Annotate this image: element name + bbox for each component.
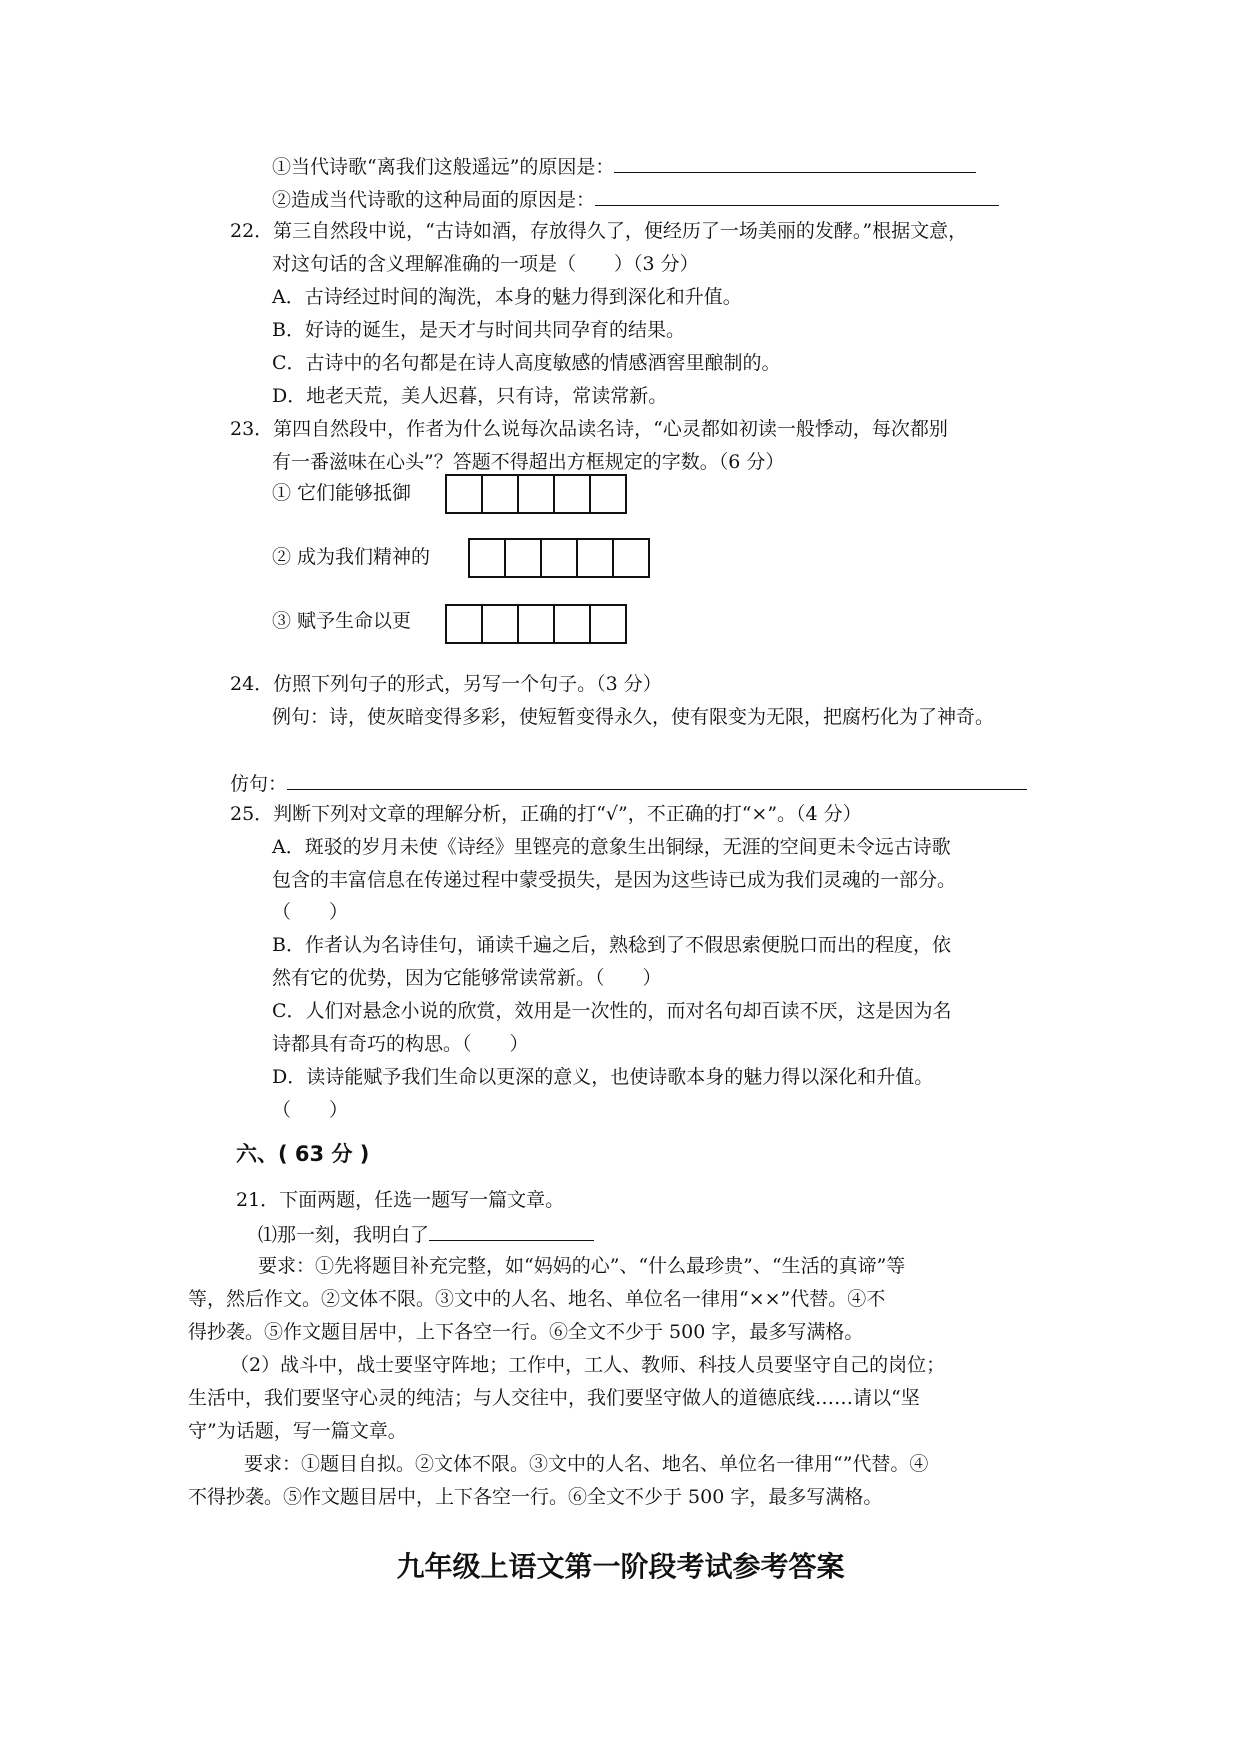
requirement-1-line-3: 得抄袭。⑤作文题目居中，上下各空一行。⑥全文不少于 500 字，最多写满格。 [188,1321,864,1343]
requirement-2-line-2: 不得抄袭。⑤作文题目居中，上下各空一行。⑥全文不少于 500 字，最多写满格。 [188,1486,883,1508]
q24-line-1: 24．仿照下列句子的形式，另写一个句子。（3 分） [230,673,662,695]
answer-line[interactable] [595,185,999,206]
answer-box[interactable] [483,476,519,512]
q22-line-2: 对这句话的含义理解准确的一项是（ ）（3 分） [272,253,699,275]
answer-box[interactable] [483,606,519,642]
essay-topic-2-line-3: 守”为话题，写一篇文章。 [188,1420,407,1442]
answer-box[interactable] [614,540,648,576]
q25-d-bracket[interactable]: （ ） [272,1099,349,1121]
q22-option-a: A．古诗经过时间的淘洗，本身的魅力得到深化和升值。 [272,286,742,308]
requirement-2-line-1: 要求：①题目自拟。②文体不限。③文中的人名、地名、单位名一律用“”代替。④ [244,1453,929,1475]
q25-b-line-2: 然有它的优势，因为它能够常读常新。（ ） [272,967,662,989]
q23-prompt-1: ① 它们能够抵御 [272,482,412,504]
q23-line-1: 23．第四自然段中，作者为什么说每次品读名诗，“心灵都如初读一般悸动，每次都别 [230,418,948,440]
q25-b-line-1: B．作者认为名诗佳句，诵读千遍之后，熟稔到了不假思索便脱口而出的程度，依 [272,934,951,956]
q23-prompt-3: ③ 赋予生命以更 [272,610,412,632]
answer-box[interactable] [447,606,483,642]
answer-box[interactable] [542,540,578,576]
answer-box[interactable] [555,606,591,642]
answer-box[interactable] [506,540,542,576]
requirement-1-line-2: 等，然后作文。②文体不限。③文中的人名、地名、单位名一律用“××”代替。④不 [188,1288,886,1310]
q22-option-c: C．古诗中的名句都是在诗人高度敏感的情感酒窖里酿制的。 [272,352,781,374]
q25-a-line-2: 包含的丰富信息在传递过程中蒙受损失，是因为这些诗已成为我们灵魂的一部分。 [272,869,957,891]
q25-d-line-1: D．读诗能赋予我们生命以更深的意义，也使诗歌本身的魅力得以深化和升值。 [272,1066,934,1088]
answer-box[interactable] [591,476,625,512]
essay-question: 21．下面两题，任选一题写一篇文章。 [236,1189,565,1211]
q22-line-1: 22．第三自然段中说，“古诗如酒，存放得久了，便经历了一场美丽的发酵。”根据文意， [230,220,968,242]
essay-topic-2-line-2: 生活中，我们要坚守心灵的纯洁；与人交往中，我们要坚守做人的道德底线……请以“坚 [188,1387,920,1409]
answer-box[interactable] [555,476,591,512]
answer-line[interactable] [429,1220,594,1241]
q22-option-b: B．好诗的诞生，是天才与时间共同孕育的结果。 [272,319,685,341]
answer-box[interactable] [519,606,555,642]
q25-c-line-2: 诗都具有奇巧的构思。（ ） [272,1033,529,1055]
answer-box[interactable] [591,606,625,642]
answer-line[interactable] [287,769,1027,790]
q25-a-bracket[interactable]: （ ） [272,901,349,923]
q21-item-1: ①当代诗歌“离我们这般遥远”的原因是： [272,152,976,180]
requirement-1-line-1: 要求：①先将题目补充完整，如“妈妈的心”、“什么最珍贵”、“生活的真谛”等 [258,1255,906,1277]
answer-boxes-3[interactable] [445,604,627,644]
answer-box[interactable] [519,476,555,512]
answer-box[interactable] [470,540,506,576]
answer-boxes-2[interactable] [468,538,650,578]
q21-item-2: ②造成当代诗歌的这种局面的原因是： [272,185,999,213]
answer-box[interactable] [447,476,483,512]
q25-a-line-1: A．斑驳的岁月未使《诗经》里铿亮的意象生出铜绿，无涯的空间更未令远古诗歌 [272,836,951,858]
q25-c-line-1: C．人们对悬念小说的欣赏，效用是一次性的，而对名句却百读不厌，这是因为名 [272,1000,952,1022]
answer-key-title: 九年级上语文第一阶段考试参考答案 [396,1550,845,1583]
q25-line-1: 25．判断下列对文章的理解分析，正确的打“√”，不正确的打“×”。（4 分） [230,803,862,825]
q23-line-2: 有一番滋味在心头”？答题不得超出方框规定的字数。（6 分） [272,451,785,473]
answer-line[interactable] [614,152,976,173]
q24-example: 例句：诗，使灰暗变得多彩，使短暂变得永久，使有限变为无限，把腐朽化为了神奇。 [272,706,995,728]
q23-prompt-2: ② 成为我们精神的 [272,546,431,568]
essay-topic-2-line-1: （2）战斗中，战士要坚守阵地；工作中，工人、教师、科技人员要坚守自己的岗位； [230,1354,946,1376]
section-heading: 六、( 63 分 ) [236,1142,370,1166]
answer-boxes-1[interactable] [445,474,627,514]
essay-topic-1: ⑴那一刻，我明白了 [258,1220,594,1248]
q24-answer: 仿句： [230,769,1027,797]
q22-option-d: D．地老天荒，美人迟暮，只有诗，常读常新。 [272,385,668,407]
answer-box[interactable] [578,540,614,576]
